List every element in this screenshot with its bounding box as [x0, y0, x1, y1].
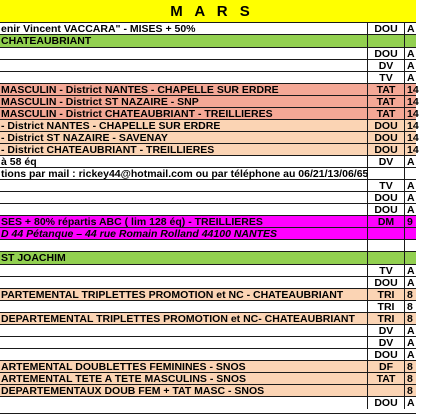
event-time: A: [407, 155, 415, 168]
event-type: DOU: [368, 277, 405, 288]
table-row: [0, 288, 416, 300]
table-row: [0, 179, 416, 191]
event-type: [368, 240, 405, 251]
table-row: [0, 59, 416, 71]
event-type: TRI: [368, 289, 405, 300]
event-description: MASCULIN - District CHATEAUBRIANT - TREILLIERES: [0, 108, 368, 119]
event-time: 14: [407, 143, 419, 156]
table-row: [0, 324, 416, 336]
event-type: [368, 385, 405, 396]
event-time: A: [407, 179, 415, 192]
event-type: TAT: [368, 84, 405, 95]
table-row: [0, 215, 416, 227]
page-title: M A R S: [170, 2, 254, 20]
event-description: [0, 277, 368, 288]
event-type: TV: [368, 180, 405, 191]
event-description: [0, 240, 368, 251]
table-row: [0, 312, 416, 324]
table-row: [0, 336, 416, 348]
event-description: MASCULIN - District ST NAZAIRE - SNP: [0, 96, 368, 107]
event-type: [368, 35, 405, 47]
event-time: A: [407, 336, 415, 349]
event-description: [0, 265, 368, 276]
event-type: TV: [368, 72, 405, 83]
event-description: CHATEAUBRIANT: [0, 35, 368, 47]
table-row: [0, 22, 416, 34]
event-description: tions par mail : rickey44@hotmail.com ou par téléphone au 06/21/13/06/65: [1, 167, 369, 180]
event-time: 8: [407, 288, 413, 301]
table-row: [0, 360, 416, 372]
event-type: DM: [368, 216, 405, 227]
event-time: [405, 35, 425, 47]
table-row: [0, 47, 416, 59]
event-description: PARTEMENTAL TRIPLETTES PROMOTION et NC - CHATEAUBRIANT: [0, 289, 368, 300]
event-time: A: [407, 47, 415, 60]
event-description: D 44 Pétanque – 44 rue Romain Rolland 44100 NANTES: [0, 228, 368, 239]
table-row: [0, 300, 416, 312]
event-time: A: [407, 324, 415, 337]
event-time: A: [407, 203, 415, 216]
event-time: 8: [407, 384, 413, 397]
event-time: [405, 228, 425, 239]
event-description: [0, 192, 368, 203]
event-type: DOU: [368, 397, 405, 409]
event-description: - District ST NAZAIRE - SAVENAY: [0, 132, 368, 143]
event-description: [0, 48, 368, 59]
event-time: 14: [407, 95, 419, 108]
table-row: [0, 34, 416, 47]
event-description: [0, 180, 368, 191]
event-time: A: [407, 191, 415, 204]
event-description: [0, 397, 368, 409]
event-type: DOU: [368, 120, 405, 131]
table-row: [0, 276, 416, 288]
table-row: [0, 384, 416, 396]
event-time: 14: [407, 119, 419, 132]
table-row: [0, 372, 416, 384]
event-time: 8: [407, 312, 413, 325]
event-description: [0, 349, 368, 360]
event-type: DOU: [368, 204, 405, 215]
bottom-border: [0, 413, 416, 414]
event-type: DF: [368, 361, 405, 372]
event-time: 14: [407, 131, 419, 144]
event-time: [405, 240, 425, 251]
event-type: DOU: [368, 144, 405, 155]
event-description: [0, 325, 368, 336]
event-type: [368, 168, 405, 179]
event-type: DOU: [368, 192, 405, 203]
event-type: DOU: [368, 48, 405, 59]
event-type: TAT: [368, 373, 405, 384]
event-time: A: [407, 71, 415, 84]
table-row: [0, 143, 419, 156]
table-row: [0, 131, 419, 144]
table-row: [0, 83, 419, 96]
table-row: [0, 396, 416, 409]
event-type: TAT: [368, 96, 405, 107]
table-row: [0, 191, 416, 203]
table-row: [0, 155, 416, 167]
event-description: ARTEMENTAL DOUBLETTES FEMININES - SNOS: [0, 361, 368, 372]
table-row: [0, 95, 419, 108]
event-time: [405, 168, 425, 179]
event-description: [0, 337, 368, 348]
event-time: A: [407, 276, 415, 289]
event-type: [368, 252, 405, 264]
event-type: TRI: [368, 301, 405, 312]
event-time: A: [407, 22, 415, 35]
table-row: [0, 239, 416, 251]
table-row: [0, 251, 416, 264]
event-time: 8: [407, 360, 413, 373]
event-description: [0, 204, 368, 215]
table-row: [0, 107, 419, 120]
table-row: [0, 203, 416, 215]
table-row: [0, 264, 416, 276]
event-time: 14: [407, 83, 419, 96]
event-type: DOU: [368, 349, 405, 360]
event-description: ST JOACHIM: [0, 252, 368, 264]
event-description: - District NANTES - CHAPELLE SUR ERDRE: [0, 120, 368, 131]
event-type: TV: [368, 265, 405, 276]
event-description: SES + 80% répartis ABC ( lim 128 éq) - TREILLIERES: [0, 216, 368, 227]
event-time: [405, 252, 425, 264]
month-header: [0, 0, 416, 23]
event-type: DV: [368, 337, 405, 348]
event-description: MASCULIN - District NANTES - CHAPELLE SUR ERDRE: [0, 84, 368, 95]
event-type: [368, 228, 405, 239]
event-time: A: [407, 348, 415, 361]
table-row: [0, 71, 416, 83]
event-type: DV: [368, 60, 405, 71]
event-description: [0, 72, 368, 83]
event-time: 14: [407, 107, 419, 120]
event-description: DEPARTEMENTAUX DOUB FEM + TAT MASC - SNOS: [0, 385, 368, 396]
event-time: 8: [407, 300, 413, 313]
event-description: [0, 301, 368, 312]
event-time: 9: [407, 215, 413, 228]
event-time: 8: [407, 372, 413, 385]
event-type: DV: [368, 325, 405, 336]
event-description: DEPARTEMENTAL TRIPLETTES PROMOTION et NC- CHATEAUBRIANT: [0, 313, 368, 324]
event-type: TRI: [368, 313, 405, 324]
table-row: [0, 119, 419, 132]
event-type: DOU: [368, 132, 405, 143]
event-time: A: [407, 397, 415, 409]
event-description: enir Vincent VACCARA" - MISES + 50%: [0, 23, 368, 34]
event-description: [0, 60, 368, 71]
event-time: A: [407, 264, 415, 277]
event-description: ARTEMENTAL TETE A TETE MASCULINS - SNOS: [0, 373, 368, 384]
event-type: TAT: [368, 108, 405, 119]
event-description: - District CHATEAUBRIANT - TREILLIERES: [0, 144, 368, 155]
table-row: [0, 167, 416, 179]
event-time: A: [407, 59, 415, 72]
table-row: [0, 348, 416, 360]
event-type: DOU: [368, 23, 405, 34]
event-description: à 58 éq: [0, 156, 368, 167]
table-row: [0, 227, 416, 239]
event-type: DV: [368, 156, 405, 167]
